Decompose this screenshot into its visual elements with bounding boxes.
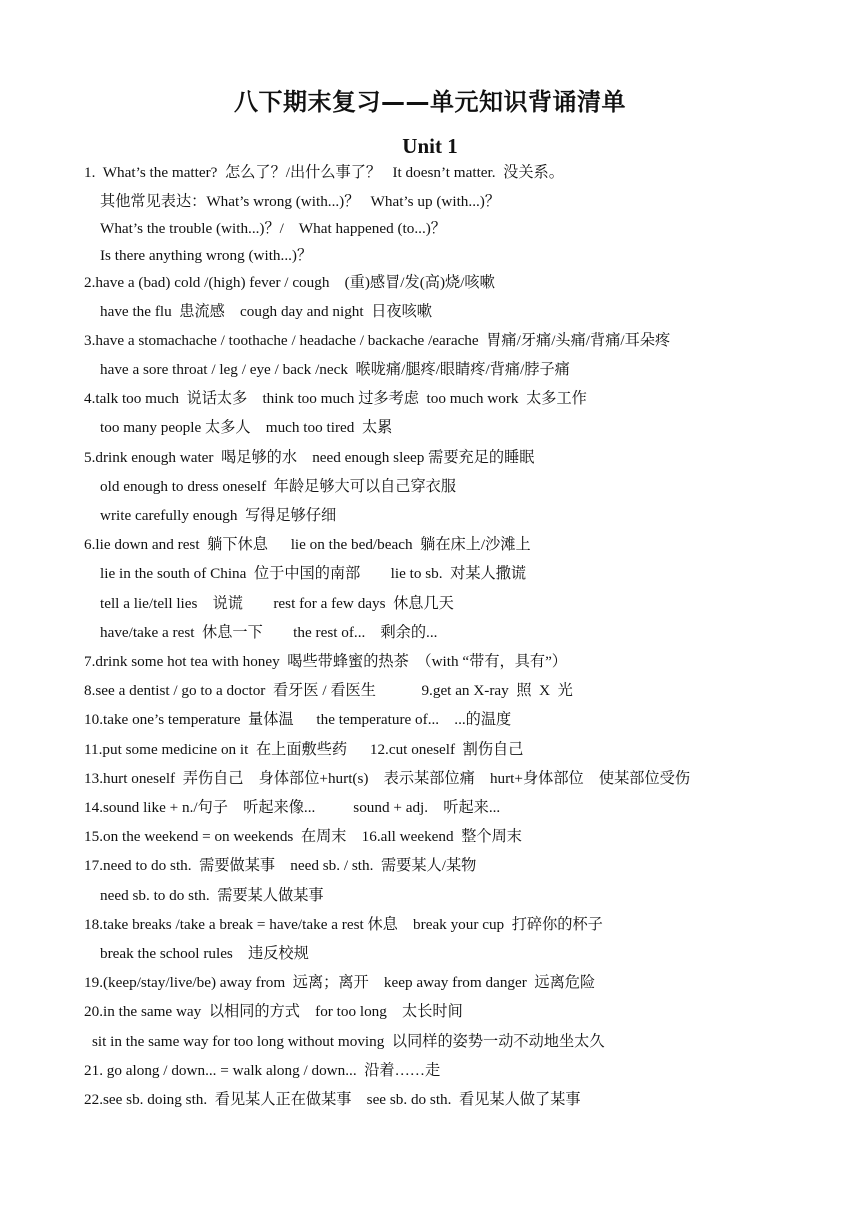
list-item: 7.drink some hot tea with honey 喝些带蜂蜜的热茶 （with “带有，具有”） [84,653,567,670]
list-item: 20.in the same way 以相同的方式 for too long 太长时间 [84,1003,463,1020]
list-item: 15.on the weekend = on weekends 在周末 16.all weekend 整个周末 [84,828,522,845]
list-item: tell a lie/tell lies 说谎 rest for a few days 休息几天 [100,595,454,612]
list-item: 5.drink enough water 喝足够的水 need enough sleep 需要充足的睡眠 [84,449,535,466]
list-item: What’s the trouble (with...)？/ What happened (to...)？ [100,220,446,237]
list-item: have/take a rest 休息一下 the rest of... 剩余的... [100,624,438,641]
list-item: sit in the same way for too long without moving 以同样的姿势一动不动地坐太久 [92,1033,605,1050]
list-item: have a sore throat / leg / eye / back /neck 喉咙痛/腿疼/眼睛疼/背痛/脖子痛 [100,361,570,378]
list-item: 19.(keep/stay/live/be) away from 远离；离开 keep away from danger 远离危险 [84,974,596,991]
list-item: 8.see a dentist / go to a doctor 看牙医 / 看医生 9.get an X-ray 照 X 光 [84,682,573,699]
list-item: need sb. to do sth. 需要某人做某事 [100,887,324,904]
list-item: too many people 太多人 much too tired 太累 [100,419,393,436]
list-item: have the flu 患流感 cough day and night 日夜咳嗽 [100,303,432,320]
list-item: 3.have a stomachache / toothache / headache / backache /earache 胃痛/牙痛/头痛/背痛/耳朵疼 [84,332,671,349]
list-item: 22.see sb. doing sth. 看见某人正在做某事 see sb. do sth. 看见某人做了某事 [84,1091,581,1108]
list-item: Is there anything wrong (with...)？ [100,247,313,264]
page-title: 八下期末复习——单元知识背诵清单 [234,88,626,116]
list-item: old enough to dress oneself 年龄足够大可以自己穿衣服 [100,478,457,495]
list-item: break the school rules 违反校规 [100,945,309,962]
list-item: 2.have a (bad) cold /(high) fever / cough (重)感冒/发(高)烧/咳嗽 [84,274,495,291]
list-item: 4.talk too much 说话太多 think too much 过多考虑 too much work 太多工作 [84,390,587,407]
list-item: 18.take breaks /take a break = have/take a rest 休息 break your cup 打碎你的杯子 [84,916,603,933]
list-item: 13.hurt oneself 弄伤自己 身体部位+hurt(s) 表示某部位痛 hurt+身体部位 使某部位受伤 [84,770,691,787]
list-item: 14.sound like + n./句子 听起来像... sound + adj. 听起来... [84,799,501,816]
list-item: 17.need to do sth. 需要做某事 need sb. / sth. 需要某人/某物 [84,857,477,874]
list-item: 其他常见表达：What’s wrong (with...)？ What’s up (with...)？ [100,193,501,210]
list-item: 6.lie down and rest 躺下休息 lie on the bed/beach 躺在床上/沙滩上 [84,536,531,553]
list-item: 1. What’s the matter? 怎么了？/出什么事了？ It doesn’t matter. 没关系。 [84,164,564,181]
list-item: lie in the south of China 位于中国的南部 lie to sb. 对某人撒谎 [100,565,527,582]
list-item: 21. go along / down... = walk along / down... 沿着……走 [84,1062,441,1079]
list-item: write carefully enough 写得足够仔细 [100,507,337,524]
list-item: 11.put some medicine on it 在上面敷些药 12.cut oneself 割伤自己 [84,741,524,758]
unit-heading: Unit 1 [402,134,458,158]
list-item: 10.take one’s temperature 量体温 the temperature of... ...的温度 [84,711,512,728]
